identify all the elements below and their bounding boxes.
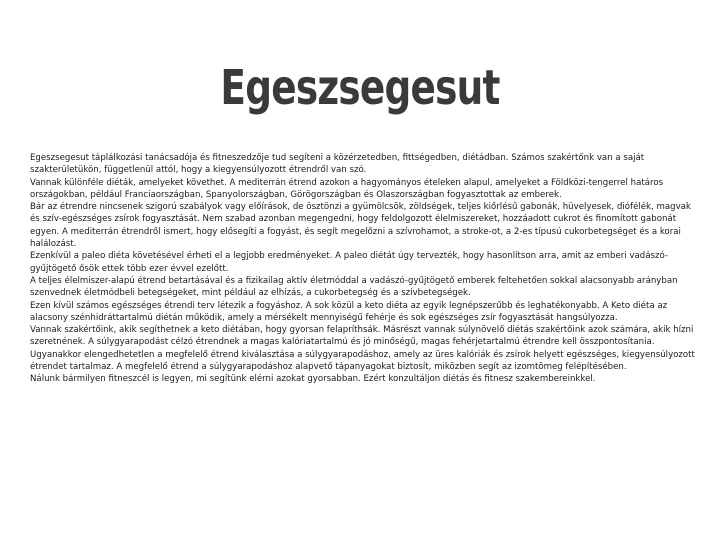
body-text [30,152,702,386]
paragraph: Ezenkívül a paleo diéta követésével érheti el a legjobb eredményeket. A paleo diétát úgy tervezték, hogy hasonlítson arra, amit az emberi vadászó-gyűjtögető ősök ettek több ezer évvel ezelőtt. [30,251,669,274]
page-title: Egeszsegesut [220,60,500,116]
paragraph: Vannak szakértőink, akik segíthetnek a keto diétában, hogy gyorsan felapríthsák. Másrészt vannak súlynövelő diétás szakértőink azok számára, akik hízni szeretnének. A súlygyarapodást célzó étrendnek a magas kalóriatartalmú és jó minőségű, magas fehérjetartalmú étrendre kell összpontosítania. Ugyanakkor elengedhetetlen a megfelelő étrend kiválasztása a súlygyarapodáshoz, amely az üres kalóriák és zsírok helyett egészséges, kiegyensúlyozott étrendet tartalmaz. A megfelelő étrend a súlygyarapodáshoz alapvető tápanyagokat biztosít, miközben segít az izomtömeg felépítésében. [30,325,695,373]
paragraph: Bár az étrendre nincsenek szigorú szabályok vagy előírások, de ösztönzi a gyümölcsök, zöldségek, teljes kiőrlésű gabonák, hüvelyesek, diófélék, magvak és szív-egészséges zsírok fogyasztását. Nem szabad azonban megengedni, hogy feldolgozott élelmiszereket, hozzáadott cukrot és finomított gabonát egyen. A mediterrán étrendről ismert, hogy elősegíti a fogyást, és segít megelőzni a szívrohamot, a stroke-ot, a 2-es típusú cukorbetegséget és a korai halálozást. [30,202,691,250]
paragraph: Egeszsegesut táplálkozási tanácsadója és fitneszedzője tud segíteni a közérzetedben, fittségedben, diétádban. Számos szakértőnk van a saját szakterületükön, függetlenül attól, hogy a kiegyensúlyozott étrendről van szó. [30,153,645,176]
paragraph: Ezen kívül számos egészséges étrendi terv létezik a fogyáshoz. A sok közül a keto diéta az egyik legnépszerűbb és leghatékonyabb. A Keto diéta az alacsony szénhidráttartalmú diétán működik, amely a mérsékelt mennyiségű fehérje és sok egészséges zsír fogyasztását hangsúlyozza. [30,300,668,323]
paragraph: Nálunk bármilyen fitneszcél is legyen, mi segítünk elérni azokat gyorsabban. Ezért konzultáljon diétás és fitnesz szakembereinkkel. [30,374,596,385]
paragraph: Vannak különféle diéták, amelyeket követhet. A mediterrán étrend azokon a hagyományos ételeken alapul, amelyeket a Földközi-tengerrel határos országokban, például Franciaországban, Spanyolországban, Görögországban és Olaszországban fogyasztottak az emberek. [30,177,664,200]
paragraph: A teljes élelmiszer-alapú étrend betartásával és a fizikailag aktív életmóddal a vadászó-gyűjtögető emberek feltehetően sokkal alacsonyabb arányban szenvednek életmódbeli betegségeket, mint például az elhízás, a cukorbetegség és a szívbetegségek. [30,275,678,299]
